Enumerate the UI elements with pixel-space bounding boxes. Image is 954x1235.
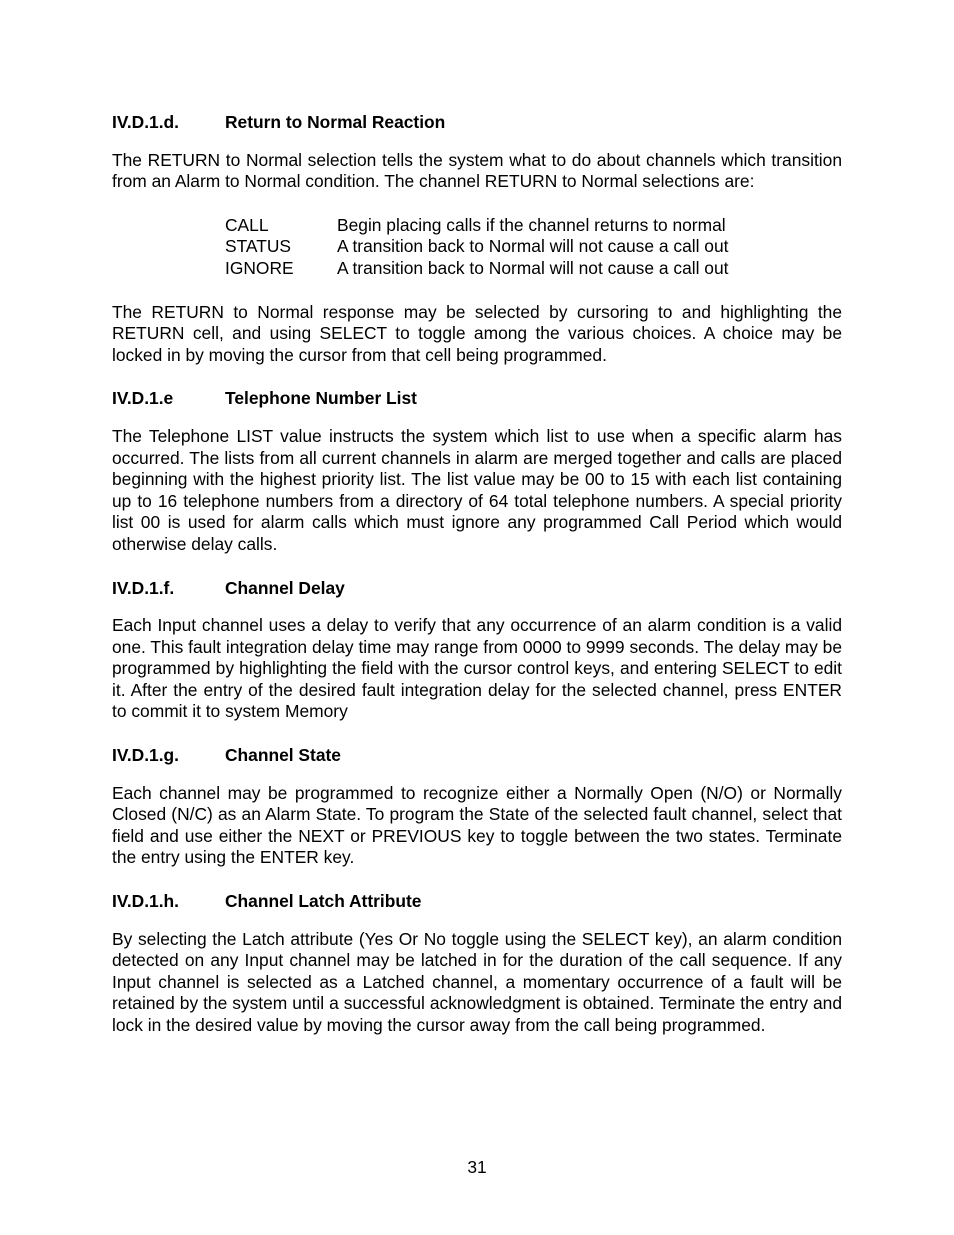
section-number: IV.D.1.e <box>112 388 174 409</box>
section-title: Channel Latch Attribute <box>225 891 422 912</box>
page-number: 31 <box>467 1157 487 1177</box>
section-body: By selecting the Latch attribute (Yes Or No toggle using the SELECT key), an alarm condition detected on any Input channel may be latched in for the duration of the call sequence. If any Input channel is selected as a Latched channel, a momentary occurrence of a fault will be retained by the system until a successful acknowledgment is obtained. Terminate the entry and lock in the desired value by moving the cursor away from the call being programmed. <box>112 928 842 1035</box>
section-title: Return to Normal Reaction <box>225 112 446 132</box>
option-row-ignore <box>225 258 842 280</box>
section-body: Each Input channel uses a delay to verify that any occurrence of an alarm condition is a valid one. This fault integration delay time may range from 0000 to 9999 seconds. The delay may be programmed by highlighting the field with the cursor control keys, and entering SELECT to edit it. After the entry of the desired fault integration delay for the selected channel, press ENTER to commit it to system Memory <box>112 615 842 722</box>
section-title: Telephone Number List <box>225 388 417 409</box>
option-desc: Begin placing calls if the channel returns to normal <box>337 214 726 235</box>
section-heading-channel-delay <box>112 578 842 600</box>
option-key: IGNORE <box>225 257 294 278</box>
option-key: CALL <box>225 214 269 235</box>
section-outro: The RETURN to Normal response may be selected by cursoring to and highlighting the RETURN cell, and using SELECT to toggle among the various choices. A choice may be locked in by moving the cursor from that cell being programmed. <box>112 301 842 365</box>
option-key: STATUS <box>225 236 292 257</box>
section-body: Each channel may be programmed to recognize either a Normally Open (N/O) or Normally Closed (N/C) as an Alarm State. To program the State of the selected fault channel, select that field and use either the NEXT or PREVIOUS key to toggle between the two states. Terminate the entry using the ENTER key. <box>112 782 842 868</box>
section-heading-telephone-list <box>112 388 842 410</box>
option-row-status <box>225 236 842 258</box>
section-heading-latch-attribute <box>112 891 842 913</box>
option-row-call <box>225 215 842 237</box>
section-title: Channel State <box>225 745 341 766</box>
option-desc: A transition back to Normal will not cause a call out <box>337 236 729 257</box>
section-title: Channel Delay <box>225 577 345 598</box>
section-number: IV.D.1.g. <box>112 745 180 766</box>
section-body: The Telephone LIST value instructs the system which list to use when a specific alarm has occurred. The lists from all current channels in alarm are merged together and calls are placed beginning with the highest priority list. The list value may be 00 to 15 with each list containing up to 16 telephone numbers from a directory of 64 total telephone numbers. A special priority list 00 is used for alarm calls which must ignore any programmed Call Period which would otherwise delay calls. <box>112 425 842 554</box>
section-heading-channel-state <box>112 745 842 767</box>
section-heading-return-to-normal <box>112 112 842 134</box>
section-number: IV.D.1.h. <box>112 891 180 912</box>
section-number: IV.D.1.f. <box>112 577 175 598</box>
document-page <box>112 112 842 1037</box>
section-intro: The RETURN to Normal selection tells the system what to do about channels which transition from an Alarm to Normal condition. The channel RETURN to Normal selections are: <box>112 149 842 192</box>
section-number: IV.D.1.d. <box>112 112 180 132</box>
return-options-list <box>225 215 842 280</box>
option-desc: A transition back to Normal will not cause a call out <box>337 257 729 278</box>
